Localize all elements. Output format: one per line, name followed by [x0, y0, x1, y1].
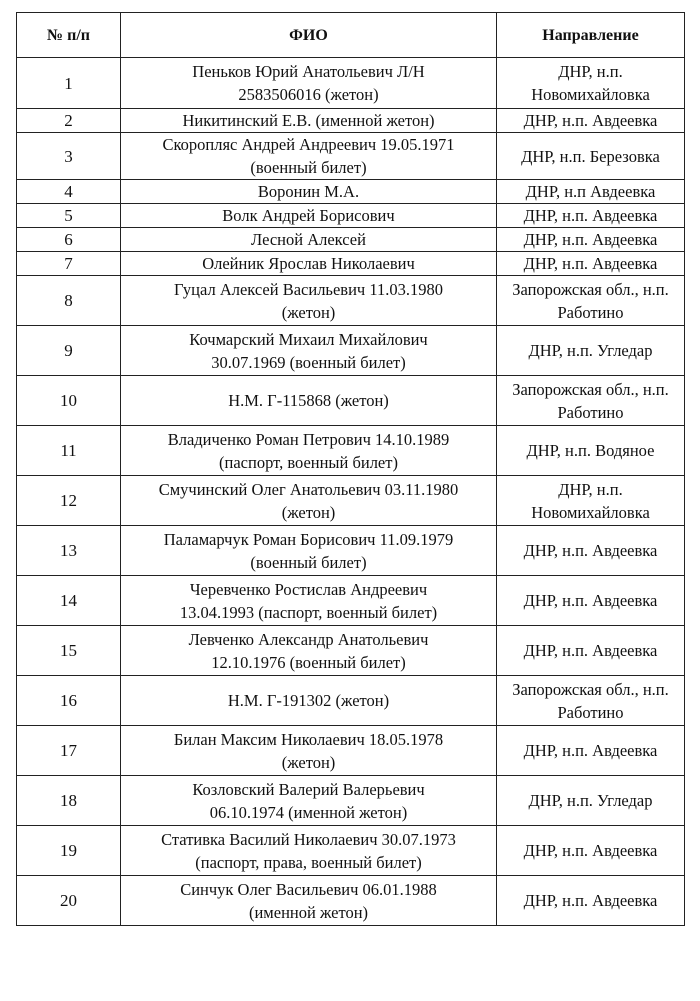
table-row [17, 576, 685, 626]
direction-line: ДНР, н.п. Авдеевка [523, 891, 658, 910]
direction-line: ДНР, н.п. Угледар [528, 341, 653, 360]
name-line: Козловский Валерий Валерьевич [192, 779, 425, 799]
row-number: 5 [17, 204, 121, 228]
row-number: 9 [17, 326, 121, 376]
name-line: Волк Андрей Борисович [222, 206, 395, 225]
name-line: Смучинский Олег Анатольевич 03.11.1980 [158, 479, 459, 499]
name-line: Билан Максим Николаевич 18.05.1978 [173, 729, 444, 749]
direction-line: Работино [557, 702, 624, 722]
row-name-cell [121, 826, 497, 876]
direction-line: ДНР, н.п. Березовка [521, 146, 660, 166]
row-direction-cell [497, 228, 685, 252]
table-row [17, 204, 685, 228]
direction-line: ДНР, н.п. Угледар [528, 791, 653, 810]
table-row [17, 326, 685, 376]
row-name-cell [121, 326, 497, 376]
name-line: Н.М. Г-191302 (жетон) [227, 691, 390, 710]
header-name: ФИО [121, 13, 497, 58]
direction-line: Новомихайловка [531, 85, 650, 104]
name-line: (именной жетон) [248, 902, 369, 922]
row-number: 2 [17, 109, 121, 133]
row-number: 3 [17, 133, 121, 180]
table-row [17, 228, 685, 252]
row-name-cell [121, 133, 497, 180]
row-direction-cell [497, 276, 685, 326]
table-row [17, 876, 685, 926]
name-line: (военный билет) [250, 158, 367, 177]
row-name-cell [121, 626, 497, 676]
name-line: (военный билет) [250, 552, 367, 572]
name-line: 13.04.1993 (паспорт, военный билет) [179, 602, 438, 622]
table-row [17, 252, 685, 276]
row-direction-cell [497, 476, 685, 526]
name-line: (жетон) [281, 752, 336, 772]
name-line: Владиченко Роман Петрович 14.10.1989 [167, 429, 450, 449]
row-direction-cell [497, 676, 685, 726]
name-line: Пеньков Юрий Анатольевич Л/Н [192, 62, 425, 81]
name-line: 12.10.1976 (военный билет) [211, 652, 406, 672]
row-direction-cell [497, 109, 685, 133]
direction-line: ДНР, н.п. Авдеевка [523, 541, 658, 560]
table-row [17, 109, 685, 133]
direction-line: ДНР, н.п. Авдеевка [523, 741, 658, 760]
table-row [17, 426, 685, 476]
table-row [17, 180, 685, 204]
row-number: 20 [17, 876, 121, 926]
direction-line: ДНР, н.п. Авдеевка [523, 206, 658, 225]
direction-line: Новомихайловка [531, 502, 650, 522]
direction-line: ДНР, н.п. Авдеевка [523, 111, 658, 130]
table-row [17, 826, 685, 876]
row-number: 8 [17, 276, 121, 326]
name-line: Гуцал Алексей Васильевич 11.03.1980 [174, 279, 443, 299]
table-row [17, 626, 685, 676]
row-name-cell [121, 252, 497, 276]
row-number: 4 [17, 180, 121, 204]
name-line: (паспорт, права, военный билет) [195, 852, 422, 872]
row-name-cell [121, 58, 497, 109]
direction-line: ДНР, н.п. Авдеевка [523, 230, 658, 249]
name-line: Воронин М.А. [257, 182, 360, 201]
row-direction-cell [497, 876, 685, 926]
row-direction-cell [497, 133, 685, 180]
row-direction-cell [497, 626, 685, 676]
name-line: 06.10.1974 (именной жетон) [209, 802, 408, 822]
direction-line: Работино [557, 302, 624, 322]
row-name-cell [121, 376, 497, 426]
direction-line: Работино [557, 402, 624, 422]
direction-line: ДНР, н.п Авдеевка [525, 182, 656, 201]
row-number: 12 [17, 476, 121, 526]
row-number: 13 [17, 526, 121, 576]
name-line: Синчук Олег Васильевич 06.01.1988 [180, 879, 437, 899]
row-number: 17 [17, 726, 121, 776]
row-number: 6 [17, 228, 121, 252]
name-line: Олейник Ярослав Николаевич [202, 254, 415, 273]
direction-line: ДНР, н.п. Водяное [526, 441, 655, 460]
direction-line: ДНР, н.п. [558, 62, 623, 81]
row-number: 15 [17, 626, 121, 676]
row-name-cell [121, 276, 497, 326]
table-row [17, 676, 685, 726]
header-num: № п/п [17, 13, 121, 58]
name-line: (жетон) [281, 302, 336, 322]
direction-line: Запорожская обл., н.п. [512, 279, 669, 299]
row-direction-cell [497, 252, 685, 276]
name-line: Черевченко Ростислав Андреевич [189, 579, 428, 599]
name-line: Кочмарский Михаил Михайлович [189, 329, 428, 349]
table-row [17, 726, 685, 776]
direction-line: ДНР, н.п. Авдеевка [523, 641, 658, 660]
row-direction-cell [497, 326, 685, 376]
row-direction-cell [497, 376, 685, 426]
row-name-cell [121, 876, 497, 926]
row-name-cell [121, 228, 497, 252]
casualty-table [16, 12, 685, 926]
row-number: 7 [17, 252, 121, 276]
table-row [17, 376, 685, 426]
row-number: 1 [17, 58, 121, 109]
name-line: Паламарчук Роман Борисович 11.09.1979 [163, 529, 454, 549]
row-direction-cell [497, 576, 685, 626]
row-name-cell [121, 676, 497, 726]
table-row [17, 133, 685, 180]
direction-line: ДНР, н.п. [558, 479, 623, 499]
row-direction-cell [497, 776, 685, 826]
name-line: Н.М. Г-115868 (жетон) [228, 391, 389, 410]
direction-line: ДНР, н.п. Авдеевка [523, 591, 658, 610]
direction-line: ДНР, н.п. Авдеевка [523, 841, 658, 860]
name-line: 30.07.1969 (военный билет) [211, 352, 406, 372]
row-name-cell [121, 576, 497, 626]
name-line: 2583506016 (жетон) [238, 85, 379, 104]
row-direction-cell [497, 58, 685, 109]
direction-line: Запорожская обл., н.п. [512, 379, 669, 399]
row-name-cell [121, 526, 497, 576]
row-number: 16 [17, 676, 121, 726]
row-name-cell [121, 726, 497, 776]
header-direction: Направление [497, 13, 685, 58]
row-number: 10 [17, 376, 121, 426]
row-name-cell [121, 109, 497, 133]
name-line: (жетон) [281, 502, 336, 522]
table-row [17, 276, 685, 326]
row-number: 18 [17, 776, 121, 826]
table-row [17, 526, 685, 576]
row-name-cell [121, 180, 497, 204]
table-row [17, 476, 685, 526]
row-name-cell [121, 426, 497, 476]
row-number: 14 [17, 576, 121, 626]
name-line: Никитинский Е.В. (именной жетон) [182, 111, 435, 130]
name-line: Лесной Алексей [251, 230, 366, 249]
row-direction-cell [497, 526, 685, 576]
row-name-cell [121, 776, 497, 826]
row-direction-cell [497, 180, 685, 204]
row-name-cell [121, 476, 497, 526]
name-line: (паспорт, военный билет) [219, 452, 398, 472]
row-number: 19 [17, 826, 121, 876]
table-body [17, 58, 685, 926]
table-row [17, 776, 685, 826]
row-number: 11 [17, 426, 121, 476]
row-direction-cell [497, 426, 685, 476]
document-sheet [16, 12, 684, 926]
name-line: Левченко Александр Анатольевич [188, 629, 429, 649]
direction-line: ДНР, н.п. Авдеевка [523, 254, 658, 273]
name-line: Скоропляс Андрей Андреевич 19.05.1971 [162, 135, 455, 154]
direction-line: Запорожская обл., н.п. [512, 679, 669, 699]
row-direction-cell [497, 204, 685, 228]
row-direction-cell [497, 726, 685, 776]
row-direction-cell [497, 826, 685, 876]
row-name-cell [121, 204, 497, 228]
name-line: Стативка Василий Николаевич 30.07.1973 [161, 829, 456, 849]
table-header-row [17, 13, 685, 58]
table-row [17, 58, 685, 109]
